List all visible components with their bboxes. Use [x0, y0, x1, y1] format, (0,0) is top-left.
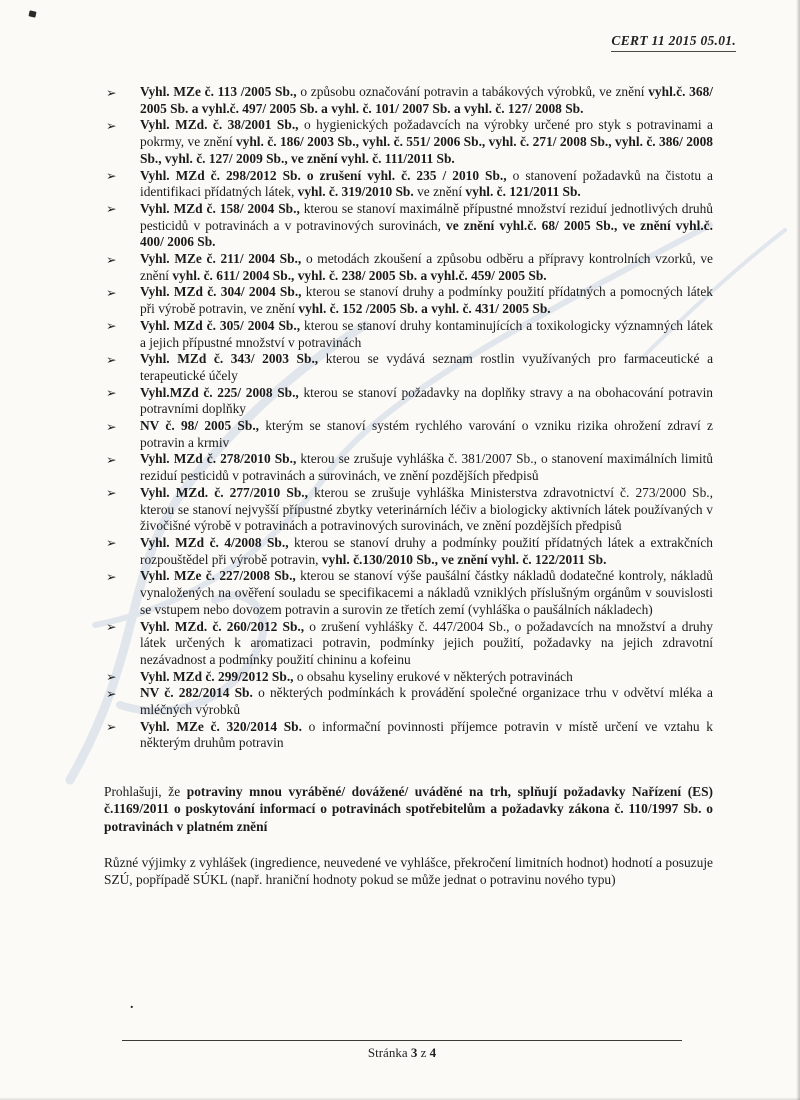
text-segment: Vyhl. MZe č. 227/2008 Sb.,: [140, 568, 296, 584]
list-item-text: [140, 351, 713, 383]
text-segment: Vyhl. MZe č. 211/ 2004 Sb.,: [140, 251, 302, 267]
bullet-arrow-icon: ➢: [106, 451, 117, 467]
list-item: [104, 418, 713, 451]
text-segment: Vyhl. MZd č. 4/2008 Sb.,: [140, 534, 289, 550]
text-segment: vyhl. č.130/2010 Sb., ve znění vyhl. č. 122/2011 Sb.: [321, 551, 607, 567]
document-header-code: CERT 11 2015 05.01.: [611, 33, 736, 52]
footer-divider: [122, 1040, 682, 1041]
text-segment: vyhl. č. 319/2010 Sb.: [297, 184, 414, 200]
list-item: [104, 669, 713, 686]
text-segment: kterou se stanoví druhy kontaminujících a toxikologicky významných látek a jejich přípustné množství v potravinách: [140, 317, 713, 350]
bullet-arrow-icon: ➢: [106, 117, 117, 133]
text-segment: kterým se stanoví systém rychlého varování o vzniku rizika ohrožení zdraví z potravin a krmiv: [140, 418, 714, 450]
list-item-text: [140, 619, 713, 667]
declaration-paragraph: [104, 783, 713, 835]
scan-edge-shadow: [796, 0, 800, 1100]
list-item-text: [140, 451, 713, 483]
text-segment: kterou se stanoví druhy a podmínky použití přídatných látek a extrakčních rozpouštědel při výrobě potravin,: [140, 534, 713, 567]
bullet-arrow-icon: ➢: [106, 685, 117, 701]
text-segment: vyhl.č. 368/ 2005 Sb. a vyhl.č. 497/ 2005 Sb. a vyhl. č. 101/ 2007 Sb. a vyhl. č. 127/ 2008 Sb.: [140, 84, 713, 116]
text-segment: o metodách zkoušení a způsobu odběru a přípravy kontrolních vzorků, ve znění: [140, 251, 713, 283]
list-item: [104, 385, 713, 418]
bullet-arrow-icon: ➢: [106, 251, 117, 267]
text-segment: kterou se zrušuje vyhláška č. 381/2007 Sb., o stanovení maximálních limitů reziduí pesticidů v potravinách a surovinách, ve znění pozdějších předpisů: [140, 451, 713, 484]
text-segment: vyhl. č. 121/2011 Sb.: [465, 184, 581, 200]
list-item: [104, 351, 713, 384]
bullet-arrow-icon: ➢: [106, 669, 117, 685]
text-segment: o informační povinnosti příjemce potravin v místě určení ve vztahu k některým druhům potravin: [140, 718, 713, 751]
text-segment: NV č. 98/ 2005 Sb.,: [140, 418, 260, 434]
bullet-arrow-icon: ➢: [106, 84, 117, 100]
list-item: [104, 568, 713, 618]
text-segment: Vyhl. MZd č. 299/2012 Sb.,: [140, 668, 294, 684]
list-item-text: [140, 168, 713, 200]
list-item: [104, 451, 713, 484]
text-segment: Vyhl.MZd č. 225/ 2008 Sb.,: [140, 384, 299, 400]
text-segment: 4: [429, 1045, 437, 1060]
text-segment: kterou se stanoví druhy a podmínky použití přídatných a pomocných látek při výrobě potravin, ve znění: [140, 284, 714, 317]
list-item: [104, 619, 713, 669]
list-item: [104, 84, 713, 117]
list-item: [104, 535, 713, 568]
text-segment: Vyhl. MZd. č. 277/2010 Sb.,: [140, 484, 308, 500]
text-segment: Vyhl. MZd č. 278/2010 Sb.,: [140, 451, 297, 467]
text-segment: kterou se stanoví požadavky na doplňky stravy a na obohacování potravin potravními doplňky: [140, 384, 713, 417]
text-segment: vyhl. č. 152 /2005 Sb. a vyhl. č. 431/ 2005 Sb.: [298, 301, 551, 317]
bullet-arrow-icon: ➢: [106, 418, 117, 434]
list-item-text: [140, 201, 713, 249]
list-item: [104, 117, 713, 167]
list-item-text: [140, 669, 573, 684]
list-item-text: [140, 685, 713, 717]
bullet-arrow-icon: ➢: [106, 318, 117, 334]
text-segment: Různé výjimky z vyhlášek (ingredience, neuvedené ve vyhlášce, překročení limitních hodnot) hodnotí a posuzuje SZÚ, popřípadě SÚKL (např. hraniční hodnoty pokud se může jednat o potravinu nového typu): [104, 854, 713, 887]
list-item-text: [140, 535, 713, 567]
text-segment: Vyhl. MZe č. 113 /2005 Sb.,: [140, 84, 297, 99]
list-item: [104, 485, 713, 535]
text-segment: o zrušení vyhlášky č. 447/2004 Sb., o požadavcích na množství a druhy látek určených k aromatizaci potravin, podmínky jejich použití, požadavky na jejich zdravotní nezávadnost a podmínky použití chininu a kofeinu: [140, 618, 713, 667]
bullet-arrow-icon: ➢: [106, 351, 117, 367]
text-segment: vyhl. č. 186/ 2003 Sb., vyhl. č. 551/ 2006 Sb., vyhl. č. 271/ 2008 Sb., vyhl. č. 386/ 2008 Sb., vyhl. č. 127/ 2009 Sb., ve znění vyhl. č. 111/2011 Sb.: [140, 134, 713, 166]
text-segment: kterou se stanoví maximálně přípustné množství reziduí jednotlivých druhů pesticidů v potravinách a v potravinových surovinách,: [140, 200, 713, 233]
text-segment: Vyhl. MZd č. 158/ 2004 Sb.,: [140, 200, 300, 216]
bullet-arrow-icon: ➢: [106, 535, 117, 551]
text-segment: o způsobu označování potravin a tabákových výrobků, ve znění: [296, 84, 649, 99]
text-segment: z: [417, 1045, 430, 1060]
list-item: [104, 318, 713, 351]
list-item-text: [140, 418, 713, 450]
bullet-arrow-icon: ➢: [106, 168, 117, 184]
text-segment: Vyhl. MZd č. 343/ 2003 Sb.,: [140, 351, 319, 367]
text-segment: kterou se zrušuje vyhláška Ministerstva zdravotnictví č. 273/2000 Sb., kterou se stanoví nejvyšší přípustné zbytky veterinárních léčiv a biologicky aktivních látek používaných v živočišné výrobě v potravinách a potravinových surovinách, ve znění pozdějších předpisů: [140, 484, 713, 534]
text-segment: o stanovení požadavků na čistotu a identifikaci přídatných látek,: [140, 167, 713, 200]
text-segment: o obsahu kyseliny erukové v některých potravinách: [293, 668, 573, 684]
exceptions-paragraph: [104, 854, 713, 888]
text-segment: NV č. 282/2014 Sb.: [140, 685, 253, 701]
list-item-text: [140, 485, 713, 533]
list-item-text: [140, 385, 713, 417]
text-segment: kterou se vydává seznam rostlin využívaných pro farmaceutické a terapeutické účely: [140, 351, 714, 383]
text-segment: kterou se stanoví výše paušální částky nákladů dodatečné kontroly, nákladů vynaložených na ověření souladu se specifikacemi a nákladů vzniklých příslušným orgánům v souvislosti se vstupem nebo dovozem potravin a surovin ze třetích zemí (vyhláška o paušálních nákladech): [140, 568, 713, 617]
list-item-text: [140, 251, 713, 283]
text-segment: o některých podmínkách k provádění společné organizace trhu v odvětví mléka a mléčných výrobků: [140, 685, 713, 718]
text-segment: ve znění: [413, 184, 466, 200]
bullet-arrow-icon: ➢: [106, 568, 117, 584]
bullet-arrow-icon: ➢: [106, 485, 117, 501]
text-segment: Vyhl. MZd č. 305/ 2004 Sb.,: [140, 317, 301, 333]
scan-artifact: [28, 10, 36, 17]
text-segment: Vyhl. MZd č. 304/ 2004 Sb.,: [140, 284, 302, 300]
text-segment: Vyhl. MZd. č. 38/2001 Sb.,: [140, 117, 299, 133]
list-item-text: [140, 84, 713, 116]
list-item: [104, 201, 713, 251]
list-item: [104, 251, 713, 284]
list-item-text: [140, 719, 713, 751]
text-segment: vyhl. č. 611/ 2004 Sb., vyhl. č. 238/ 2005 Sb. a vyhl.č. 459/ 2005 Sb.: [172, 267, 547, 283]
text-segment: potraviny mnou vyráběné/ dovážené/ uváděné na trh, splňují požadavky Nařízení (ES) č.1169/2011 o poskytování informací o potravinách spotřebitelům a požadavky zákona č. 110/1997 Sb. o potravinách v platném znění: [104, 784, 713, 834]
text-segment: Vyhl. MZd č. 298/2012 Sb. o zrušení vyhl. č. 235 / 2010 Sb.,: [140, 167, 507, 183]
text-segment: ve znění vyhl.č. 68/ 2005 Sb., ve znění vyhl.č. 400/ 2006 Sb.: [140, 217, 713, 250]
text-segment: Vyhl. MZd. č. 260/2012 Sb.,: [140, 618, 305, 634]
document-body: [104, 84, 713, 888]
list-item-text: [140, 117, 713, 165]
text-segment: o hygienických požadavcích na výrobky určené pro styk s potravinami a pokrmy, ve znění: [140, 117, 713, 150]
list-item: [104, 168, 713, 201]
list-item-text: [140, 318, 713, 350]
text-segment: 3: [410, 1045, 418, 1060]
list-item: [104, 685, 713, 718]
text-segment: Prohlašuji, že: [104, 784, 187, 800]
list-item-text: [140, 284, 713, 316]
page-footer: [122, 1045, 682, 1061]
bullet-arrow-icon: ➢: [106, 619, 117, 634]
bullet-arrow-icon: ➢: [106, 201, 117, 217]
text-segment: Stránka: [367, 1045, 411, 1060]
bullet-arrow-icon: ➢: [106, 719, 117, 735]
bullet-arrow-icon: ➢: [106, 284, 117, 300]
decree-list: [104, 84, 713, 752]
scan-artifact-dot: .: [130, 997, 134, 1012]
list-item: [104, 719, 713, 752]
bullet-arrow-icon: ➢: [106, 385, 117, 401]
text-segment: Vyhl. MZe č. 320/2014 Sb.: [140, 718, 302, 734]
list-item: [104, 284, 713, 317]
list-item-text: [140, 568, 713, 616]
